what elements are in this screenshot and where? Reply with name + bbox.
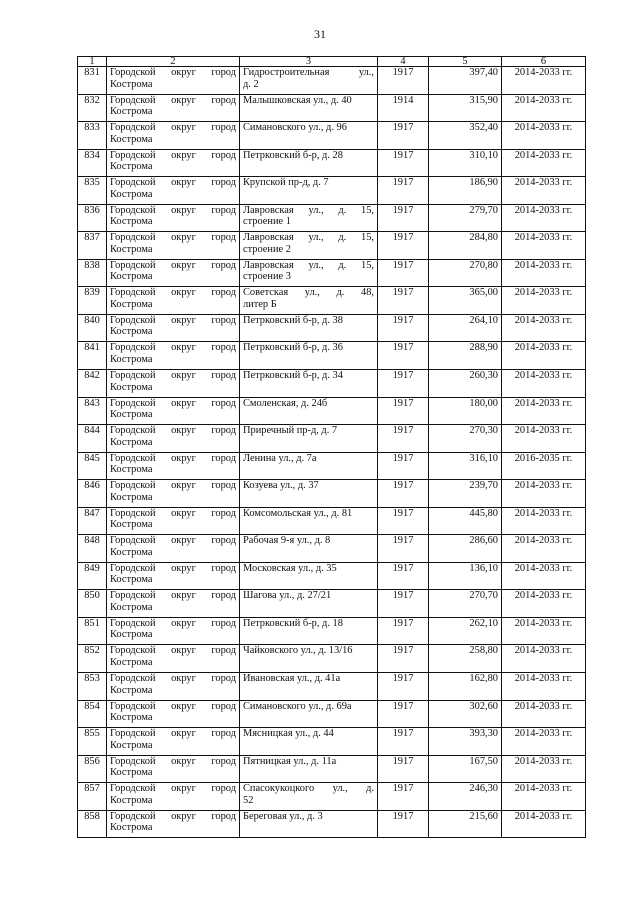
column-header-4: 4: [378, 57, 429, 67]
table-row: [78, 67, 586, 95]
year-cell: 1917: [378, 149, 429, 177]
year-cell: 1917: [378, 287, 429, 315]
municipality-line-2: Кострома: [110, 656, 153, 668]
address-cell: [240, 259, 378, 287]
municipality-line-2: Кострома: [110, 381, 153, 393]
municipality-cell: [107, 232, 240, 260]
address-line-2: строение 1: [243, 216, 291, 228]
municipality-line-1: Городской округ город: [110, 480, 236, 492]
table-row: [78, 810, 586, 838]
area-cell: 286,60: [429, 535, 502, 563]
year-cell: 1917: [378, 342, 429, 370]
address-line-2: 52: [243, 794, 254, 806]
period-cell: 2014-2033 гг.: [502, 314, 586, 342]
row-number: 847: [78, 507, 107, 535]
period-cell: 2014-2033 гг.: [502, 673, 586, 701]
address-line-1: Козуева ул., д. 37: [243, 480, 319, 492]
municipality-line-1: Городской округ город: [110, 507, 236, 519]
municipality-line-1: Городской округ город: [110, 673, 236, 685]
area-cell: 284,80: [429, 232, 502, 260]
period-cell: 2014-2033 гг.: [502, 700, 586, 728]
column-header-2: 2: [107, 57, 240, 67]
row-number: 845: [78, 452, 107, 480]
municipality-line-2: Кострома: [110, 491, 153, 503]
period-cell: 2014-2033 гг.: [502, 728, 586, 756]
period-cell: 2014-2033 гг.: [502, 122, 586, 150]
municipality-cell: [107, 452, 240, 480]
period-cell: 2016-2035 гг.: [502, 452, 586, 480]
period-cell: 2014-2033 гг.: [502, 397, 586, 425]
table-row: [78, 122, 586, 150]
address-line-1: Пятницкая ул., д. 11а: [243, 755, 337, 767]
area-cell: 186,90: [429, 177, 502, 205]
address-line-1: Лавровская ул., д. 15,: [243, 232, 374, 244]
row-number: 838: [78, 259, 107, 287]
year-cell: 1917: [378, 562, 429, 590]
address-cell: [240, 810, 378, 838]
municipality-cell: [107, 810, 240, 838]
row-number: 833: [78, 122, 107, 150]
year-cell: 1917: [378, 177, 429, 205]
table-row: [78, 149, 586, 177]
year-cell: 1917: [378, 232, 429, 260]
area-cell: 302,60: [429, 700, 502, 728]
table-row: [78, 397, 586, 425]
area-cell: 262,10: [429, 617, 502, 645]
municipality-line-2: Кострома: [110, 684, 153, 696]
row-number: 851: [78, 617, 107, 645]
area-cell: 270,70: [429, 590, 502, 618]
table-row: [78, 783, 586, 811]
municipality-cell: [107, 562, 240, 590]
municipality-line-2: Кострома: [110, 794, 153, 806]
address-cell: [240, 452, 378, 480]
area-cell: 315,90: [429, 94, 502, 122]
area-cell: 397,40: [429, 67, 502, 95]
area-cell: 136,10: [429, 562, 502, 590]
area-cell: 246,30: [429, 783, 502, 811]
address-cell: [240, 507, 378, 535]
address-cell: [240, 700, 378, 728]
address-line-1: Рабочая 9-я ул., д. 8: [243, 535, 331, 547]
municipality-line-1: Городской округ город: [110, 287, 236, 299]
row-number: 853: [78, 673, 107, 701]
address-line-1: Мясницкая ул., д. 44: [243, 728, 334, 740]
address-cell: [240, 480, 378, 508]
table-row: [78, 204, 586, 232]
table-row: [78, 425, 586, 453]
municipality-cell: [107, 673, 240, 701]
area-cell: 365,00: [429, 287, 502, 315]
period-cell: 2014-2033 гг.: [502, 507, 586, 535]
municipality-line-1: Городской округ город: [110, 259, 236, 271]
municipality-line-2: Кострома: [110, 216, 153, 228]
municipality-cell: [107, 507, 240, 535]
municipality-cell: [107, 177, 240, 205]
row-number: 843: [78, 397, 107, 425]
period-cell: 2014-2033 гг.: [502, 342, 586, 370]
row-number: 835: [78, 177, 107, 205]
area-cell: 310,10: [429, 149, 502, 177]
row-number: 839: [78, 287, 107, 315]
municipality-line-2: Кострома: [110, 822, 153, 834]
area-cell: 264,10: [429, 314, 502, 342]
municipality-cell: [107, 342, 240, 370]
municipality-cell: [107, 480, 240, 508]
year-cell: 1917: [378, 122, 429, 150]
area-cell: 215,60: [429, 810, 502, 838]
row-number: 840: [78, 314, 107, 342]
municipality-line-1: Городской округ город: [110, 590, 236, 602]
column-header-6: 6: [502, 57, 586, 67]
period-cell: 2014-2033 гг.: [502, 204, 586, 232]
municipality-line-2: Кострома: [110, 464, 153, 476]
year-cell: 1917: [378, 810, 429, 838]
area-cell: 162,80: [429, 673, 502, 701]
table-row: [78, 342, 586, 370]
table-row: [78, 535, 586, 563]
municipality-cell: [107, 425, 240, 453]
period-cell: 2014-2033 гг.: [502, 783, 586, 811]
address-line-1: Петрковский б-р, д. 38: [243, 314, 343, 326]
period-cell: 2014-2033 гг.: [502, 562, 586, 590]
year-cell: 1917: [378, 67, 429, 95]
municipality-line-2: Кострома: [110, 326, 153, 338]
address-cell: [240, 342, 378, 370]
table-row: [78, 94, 586, 122]
address-cell: [240, 755, 378, 783]
municipality-cell: [107, 287, 240, 315]
municipality-line-1: Городской округ город: [110, 535, 236, 547]
year-cell: 1917: [378, 783, 429, 811]
address-cell: [240, 397, 378, 425]
row-number: 841: [78, 342, 107, 370]
address-cell: [240, 314, 378, 342]
period-cell: 2014-2033 гг.: [502, 370, 586, 398]
address-line-1: Петрковский б-р, д. 28: [243, 149, 343, 161]
row-number: 857: [78, 783, 107, 811]
municipality-line-2: Кострома: [110, 409, 153, 421]
address-cell: [240, 149, 378, 177]
address-cell: [240, 177, 378, 205]
table-row: [78, 232, 586, 260]
year-cell: 1917: [378, 314, 429, 342]
municipality-line-2: Кострома: [110, 188, 153, 200]
area-cell: 167,50: [429, 755, 502, 783]
municipality-cell: [107, 535, 240, 563]
address-cell: [240, 232, 378, 260]
municipality-cell: [107, 783, 240, 811]
municipality-line-1: Городской округ город: [110, 645, 236, 657]
area-cell: 180,00: [429, 397, 502, 425]
address-line-1: Приречный пр-д, д. 7: [243, 425, 338, 437]
row-number: 852: [78, 645, 107, 673]
housing-register-table: [77, 56, 586, 838]
municipality-line-2: Кострома: [110, 353, 153, 365]
period-cell: 2014-2033 гг.: [502, 645, 586, 673]
area-cell: 279,70: [429, 204, 502, 232]
period-cell: 2014-2033 гг.: [502, 94, 586, 122]
address-cell: [240, 287, 378, 315]
address-line-2: строение 2: [243, 243, 291, 255]
municipality-line-2: Кострома: [110, 601, 153, 613]
area-cell: 288,90: [429, 342, 502, 370]
municipality-cell: [107, 397, 240, 425]
municipality-line-2: Кострома: [110, 106, 153, 118]
period-cell: 2014-2033 гг.: [502, 67, 586, 95]
table-row: [78, 617, 586, 645]
address-cell: [240, 590, 378, 618]
column-header-3: 3: [240, 57, 378, 67]
period-cell: 2014-2033 гг.: [502, 810, 586, 838]
row-number: 832: [78, 94, 107, 122]
municipality-line-1: Городской округ город: [110, 562, 236, 574]
municipality-line-1: Городской округ город: [110, 67, 236, 78]
table-row: [78, 314, 586, 342]
table-row: [78, 755, 586, 783]
municipality-cell: [107, 590, 240, 618]
table-header: [78, 57, 586, 67]
period-cell: 2014-2033 гг.: [502, 755, 586, 783]
address-line-1: Лавровская ул., д. 15,: [243, 259, 374, 271]
year-cell: 1917: [378, 397, 429, 425]
municipality-cell: [107, 259, 240, 287]
period-cell: 2014-2033 гг.: [502, 259, 586, 287]
period-cell: 2014-2033 гг.: [502, 617, 586, 645]
period-cell: 2014-2033 гг.: [502, 177, 586, 205]
row-number: 858: [78, 810, 107, 838]
address-line-2: литер Б: [243, 298, 277, 310]
area-cell: 352,40: [429, 122, 502, 150]
municipality-line-1: Городской округ город: [110, 94, 236, 106]
year-cell: 1917: [378, 673, 429, 701]
row-number: 855: [78, 728, 107, 756]
address-cell: [240, 67, 378, 95]
row-number: 850: [78, 590, 107, 618]
period-cell: 2014-2033 гг.: [502, 287, 586, 315]
table-row: [78, 728, 586, 756]
period-cell: 2014-2033 гг.: [502, 149, 586, 177]
year-cell: 1914: [378, 94, 429, 122]
municipality-line-1: Городской округ город: [110, 397, 236, 409]
municipality-line-1: Городской округ город: [110, 232, 236, 244]
municipality-line-1: Городской округ город: [110, 783, 236, 795]
header-row: [78, 57, 586, 67]
municipality-cell: [107, 204, 240, 232]
year-cell: 1917: [378, 535, 429, 563]
municipality-cell: [107, 700, 240, 728]
period-cell: 2014-2033 гг.: [502, 232, 586, 260]
address-line-1: Крупской пр-д, д. 7: [243, 177, 329, 189]
address-line-1: Петрковский б-р, д. 36: [243, 342, 343, 354]
period-cell: 2014-2033 гг.: [502, 480, 586, 508]
address-line-1: Малышковская ул., д. 40: [243, 94, 352, 106]
page-number: 31: [314, 27, 326, 41]
municipality-line-1: Городской округ город: [110, 149, 236, 161]
table-row: [78, 480, 586, 508]
year-cell: 1917: [378, 507, 429, 535]
address-line-1: Береговая ул., д. 3: [243, 810, 323, 822]
area-cell: 239,70: [429, 480, 502, 508]
table-row: [78, 370, 586, 398]
municipality-cell: [107, 728, 240, 756]
municipality-line-1: Городской округ город: [110, 425, 236, 437]
municipality-cell: [107, 149, 240, 177]
municipality-line-1: Городской округ город: [110, 122, 236, 134]
municipality-line-1: Городской округ город: [110, 728, 236, 740]
row-number: 856: [78, 755, 107, 783]
column-header-5: 5: [429, 57, 502, 67]
area-cell: 260,30: [429, 370, 502, 398]
year-cell: 1917: [378, 590, 429, 618]
area-cell: 445,80: [429, 507, 502, 535]
municipality-line-1: Городской округ город: [110, 370, 236, 382]
table-row: [78, 700, 586, 728]
table-row: [78, 452, 586, 480]
municipality-line-2: Кострома: [110, 436, 153, 448]
row-number: 836: [78, 204, 107, 232]
address-line-1: Лавровская ул., д. 15,: [243, 204, 374, 216]
row-number: 846: [78, 480, 107, 508]
year-cell: 1917: [378, 204, 429, 232]
year-cell: 1917: [378, 259, 429, 287]
table-row: [78, 259, 586, 287]
area-cell: 270,30: [429, 425, 502, 453]
municipality-cell: [107, 370, 240, 398]
address-line-1: Советская ул., д. 48,: [243, 287, 374, 299]
year-cell: 1917: [378, 728, 429, 756]
address-cell: [240, 728, 378, 756]
year-cell: 1917: [378, 617, 429, 645]
table-row: [78, 177, 586, 205]
municipality-line-1: Городской округ город: [110, 177, 236, 189]
address-line-2: д. 2: [243, 78, 259, 90]
address-cell: [240, 562, 378, 590]
row-number: 848: [78, 535, 107, 563]
row-number: 854: [78, 700, 107, 728]
address-line-2: строение 3: [243, 271, 291, 283]
year-cell: 1917: [378, 700, 429, 728]
municipality-line-2: Кострома: [110, 519, 153, 531]
municipality-line-2: Кострома: [110, 161, 153, 173]
municipality-line-2: Кострома: [110, 546, 153, 558]
municipality-cell: [107, 755, 240, 783]
address-line-1: Чайковского ул., д. 13/16: [243, 645, 353, 657]
municipality-line-2: Кострома: [110, 629, 153, 641]
municipality-cell: [107, 645, 240, 673]
municipality-cell: [107, 67, 240, 95]
address-cell: [240, 204, 378, 232]
year-cell: 1917: [378, 645, 429, 673]
table-body: [78, 67, 586, 838]
period-cell: 2014-2033 гг.: [502, 590, 586, 618]
municipality-line-1: Городской округ город: [110, 617, 236, 629]
municipality-line-2: Кострома: [110, 767, 153, 779]
municipality-line-1: Городской округ город: [110, 700, 236, 712]
address-line-1: Ивановская ул., д. 41а: [243, 673, 341, 685]
address-cell: [240, 370, 378, 398]
municipality-line-1: Городской округ город: [110, 452, 236, 464]
row-number: 849: [78, 562, 107, 590]
address-cell: [240, 673, 378, 701]
municipality-line-1: Городской округ город: [110, 342, 236, 354]
address-line-1: Симановского ул., д. 96: [243, 122, 347, 134]
table-row: [78, 645, 586, 673]
table-row: [78, 590, 586, 618]
row-number: 842: [78, 370, 107, 398]
municipality-line-1: Городской округ город: [110, 810, 236, 822]
municipality-line-1: Городской округ город: [110, 314, 236, 326]
year-cell: 1917: [378, 425, 429, 453]
address-cell: [240, 645, 378, 673]
address-line-1: Петрковский б-р, д. 34: [243, 370, 343, 382]
address-line-1: Симановского ул., д. 69а: [243, 700, 352, 712]
address-line-1: Комсомольская ул., д. 81: [243, 507, 353, 519]
row-number: 844: [78, 425, 107, 453]
period-cell: 2014-2033 гг.: [502, 425, 586, 453]
municipality-line-2: Кострома: [110, 133, 153, 145]
year-cell: 1917: [378, 755, 429, 783]
row-number: 831: [78, 67, 107, 95]
municipality-line-1: Городской округ город: [110, 204, 236, 216]
area-cell: 258,80: [429, 645, 502, 673]
address-cell: [240, 783, 378, 811]
address-cell: [240, 617, 378, 645]
address-line-1: Шагова ул., д. 27/21: [243, 590, 332, 602]
municipality-cell: [107, 617, 240, 645]
address-line-1: Московская ул., д. 35: [243, 562, 337, 574]
table-row: [78, 562, 586, 590]
municipality-line-2: Кострома: [110, 739, 153, 751]
address-line-1: Смоленская, д. 24б: [243, 397, 328, 409]
row-number: 834: [78, 149, 107, 177]
table-row: [78, 673, 586, 701]
column-header-1: 1: [78, 57, 107, 67]
municipality-cell: [107, 314, 240, 342]
address-line-1: Спасокукоцкого ул., д.: [243, 783, 374, 795]
address-line-1: Ленина ул., д. 7а: [243, 452, 317, 464]
municipality-cell: [107, 94, 240, 122]
address-line-1: Гидростроительная ул.,: [243, 67, 374, 78]
row-number: 837: [78, 232, 107, 260]
municipality-line-1: Городской округ город: [110, 755, 236, 767]
area-cell: 316,10: [429, 452, 502, 480]
municipality-line-2: Кострома: [110, 712, 153, 724]
municipality-line-2: Кострома: [110, 78, 153, 90]
municipality-line-2: Кострома: [110, 574, 153, 586]
municipality-line-2: Кострома: [110, 298, 153, 310]
period-cell: 2014-2033 гг.: [502, 535, 586, 563]
municipality-cell: [107, 122, 240, 150]
municipality-line-2: Кострома: [110, 243, 153, 255]
table-row: [78, 507, 586, 535]
area-cell: 393,30: [429, 728, 502, 756]
municipality-line-2: Кострома: [110, 271, 153, 283]
address-cell: [240, 94, 378, 122]
table-row: [78, 287, 586, 315]
address-cell: [240, 425, 378, 453]
address-cell: [240, 535, 378, 563]
address-cell: [240, 122, 378, 150]
address-line-1: Петрковский б-р, д. 18: [243, 617, 343, 629]
year-cell: 1917: [378, 480, 429, 508]
year-cell: 1917: [378, 370, 429, 398]
year-cell: 1917: [378, 452, 429, 480]
area-cell: 270,80: [429, 259, 502, 287]
